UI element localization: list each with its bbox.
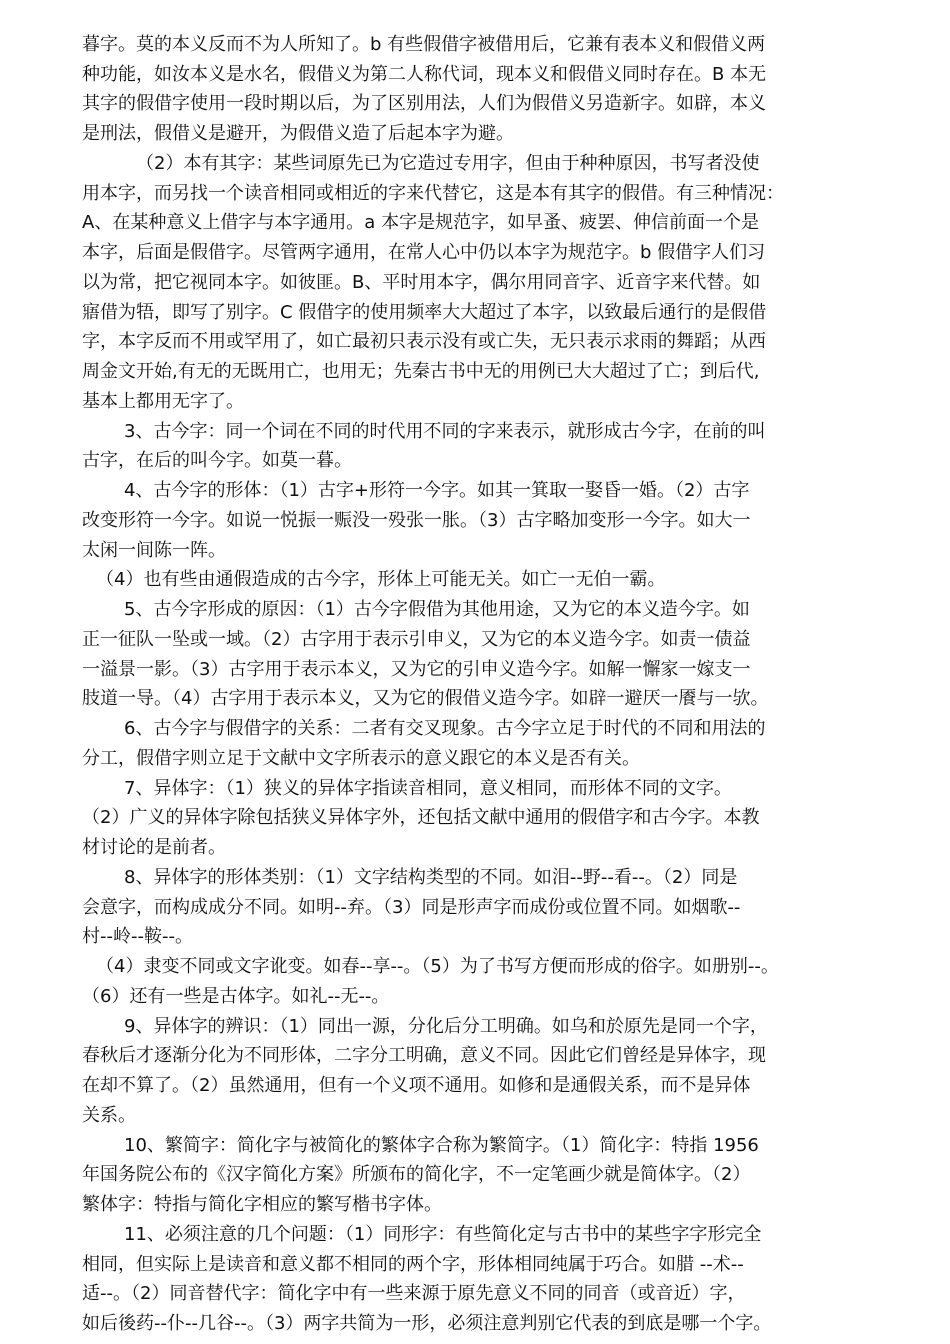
text-line: （4）隶变不同或文字讹变。如春--享--。（5）为了书写方便而形成的俗字。如册别--。 xyxy=(96,956,779,977)
text-line: 分工，假借字则立足于文献中文字所表示的意义跟它的本义是否有关。 xyxy=(82,748,640,769)
text-line: 6、古今字与假借字的关系：二者有交叉现象。古今字立足于时代的不同和用法的 xyxy=(124,718,766,739)
text-line: 在却不算了。（2）虽然通用，但有一个义项不通用。如修和是通假关系，而不是异体 xyxy=(82,1075,751,1096)
text-line: 基本上都用无字了。 xyxy=(82,391,244,412)
text-line: 关系。 xyxy=(82,1105,136,1126)
text-line: 改变形符一今字。如说一悦振一赈没一殁张一胀。（3）古字略加变形一今字。如大一 xyxy=(82,510,751,531)
text-line: 4、古今字的形体：（1）古字+形符一今字。如其一箕取一娶昏一婚。（2）古字 xyxy=(124,480,750,501)
text-line: 暮字。莫的本义反而不为人所知了。b 有些假借字被借用后，它兼有表本义和假借义两 xyxy=(82,34,766,55)
text-line: 繁体字：特指与简化字相应的繁写楷书字体。 xyxy=(82,1194,442,1215)
text-line: （6）还有一些是古体字。如礼--无--。 xyxy=(82,986,390,1007)
text-line: 适--。（2）同音替代字：简化字中有一些来源于原先意义不同的同音（或音近）字， xyxy=(82,1283,746,1304)
text-line: 3、古今字：同一个词在不同的时代用不同的字来表示，就形成古今字，在前的叫 xyxy=(124,421,766,442)
text-line: 11、必须注意的几个问题：（1）同形字：有些简化定与古书中的某些字字形完全 xyxy=(124,1224,762,1245)
text-line: 8、异体字的形体类别：（1）文字结构类型的不同。如泪--野--看--。（2）同是 xyxy=(124,867,738,888)
text-line: 肢道一导。（4）古字用于表示本义，又为它的假借义造今字。如辟一避厌一餍与一欤。 xyxy=(82,688,769,709)
text-line: 以为常，把它视同本字。如彼匪。B、平时用本字，偶尔用同音字、近音字来代替。如 xyxy=(82,272,761,293)
text-line: 本字，后面是假借字。尽管两字通用，在常人心中仍以本字为规范字。b 假借字人们习 xyxy=(82,242,766,263)
text-line: （2）广义的异体字除包括狭义异体字外，还包括文献中通用的假借字和古今字。本教 xyxy=(82,807,760,828)
text-line: 寤借为牾，即写了别字。C 假借字的使用频率大大超过了本字，以致最后通行的是假借 xyxy=(82,302,767,323)
text-line: 周金文开始,有无的无既用亡，也用无；先秦古书中无的用例已大大超过了亡；到后代, xyxy=(82,361,760,382)
text-line: 太闲一间陈一阵。 xyxy=(82,540,226,561)
text-line: 会意字，而构成成分不同。如明--弃。（3）同是形声字而成份或位置不同。如烟歌-- xyxy=(82,897,741,918)
text-line: 用本字，而另找一个读音相同或相近的字来代替它，这是本有其字的假借。有三种情况： xyxy=(82,183,784,204)
text-line: 5、古今字形成的原因：（1）古今字假借为其他用途，又为它的本义造今字。如 xyxy=(124,599,750,620)
text-line: （4）也有些由通假造成的古今字，形体上可能无关。如亡一无伯一霸。 xyxy=(96,569,666,590)
text-line: A、在某种意义上借字与本字通用。a 本字是规范字，如早蚤、疲罢、伸信前面一个是 xyxy=(82,212,760,233)
text-line: 村--岭--鞍--。 xyxy=(82,926,193,947)
text-line: 春秋后才逐渐分化为不同形体，二字分工明确，意义不同。因此它们曾经是异体字，现 xyxy=(82,1045,766,1066)
text-line: 相同，但实际上是读音和意义都不相同的两个字，形体相同纯属于巧合。如腊 --术-- xyxy=(82,1254,744,1275)
text-line: （2）本有其字：某些词原先已为它造过专用字，但由于种种原因，书写者没使 xyxy=(136,153,760,174)
text-line: 字，本字反而不用或罕用了，如亡最初只表示没有或亡失，无只表示求雨的舞蹈；从西 xyxy=(82,331,766,352)
text-line: 种功能，如汝本义是水名，假借义为第二人称代词，现本义和假借义同时存在。B 本无 xyxy=(82,64,767,85)
text-line: 7、异体字：（1）狭义的异体字指读音相同，意义相同，而形体不同的文字。 xyxy=(124,778,732,799)
text-line: 一溢景一影。（3）古字用于表示本义，又为它的引申义造今字。如解一懈家一嫁支一 xyxy=(82,659,751,680)
text-line: 如后後药--仆--几谷--。（3）两字共简为一形，必须注意判别它代表的到底是哪一个字。 xyxy=(82,1313,772,1334)
text-line: 是刑法，假借义是避开，为假借义造了后起本字为避。 xyxy=(82,123,514,144)
text-line: 古字，在后的叫今字。如莫一暮。 xyxy=(82,450,352,471)
text-line: 年国务院公布的《汉字简化方案》所颁布的简化字，不一定笔画少就是简体字。（2） xyxy=(82,1164,751,1185)
text-line: 其字的假借字使用一段时期以后，为了区别用法，人们为假借义另造新字。如辟，本义 xyxy=(82,93,766,114)
text-line: 正一征队一坠或一域。（2）古字用于表示引申义，又为它的本义造今字。如责一债益 xyxy=(82,629,751,650)
text-line: 材讨论的是前者。 xyxy=(82,837,226,858)
text-line: 9、异体字的辨识：（1）同出一源，分化后分工明确。如乌和於原先是同一个字， xyxy=(124,1016,768,1037)
text-line: 10、繁简字：简化字与被简化的繁体字合称为繁简字。（1）简化字：特指 1956 xyxy=(124,1135,759,1156)
